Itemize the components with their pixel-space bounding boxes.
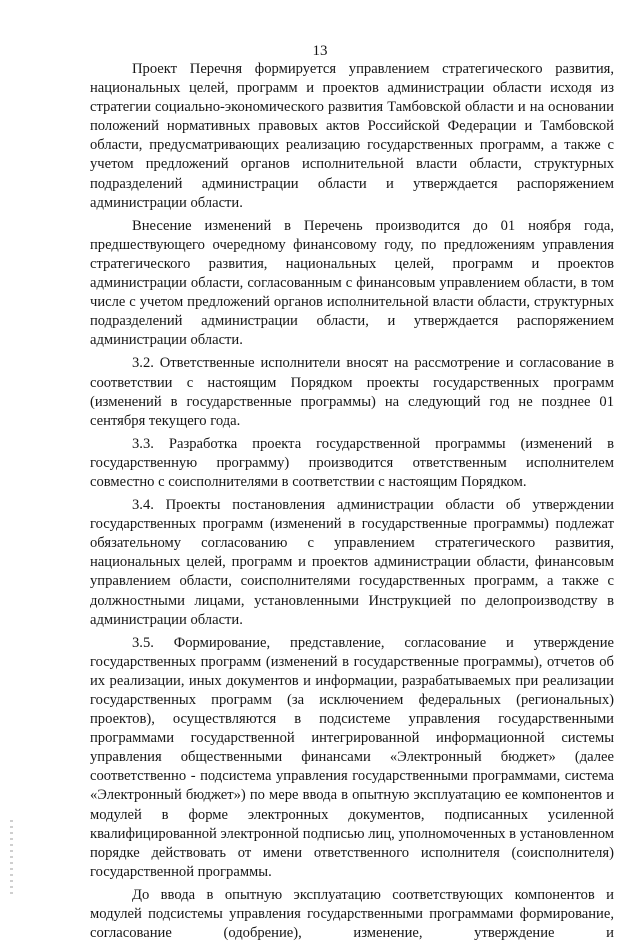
page-number: 13 — [312, 43, 328, 59]
paragraph-3-5: 3.5. Формирование, представление, согласование и утверждение государственных программ (изменений в государственные программы), отчетов об их реализации, иных документов и информации, разрабатываемых при реализации государственных программ (за исключением федеральных (региональных) проектов), осуществляются в подсистеме управления государственными программами государственной интегрированной информационной системы управления общественными финансами «Электронный бюджет» (далее соответственно - подсистема управления государственными программами, система «Электронный бюджет») по мере ввода в опытную эксплуатацию ее компонентов и модулей в форме электронных документов, подписанных усиленной квалифицированной электронной подписью лиц, уполномоченных в установленном порядке действовать от имени ответственного исполнителя (соисполнителя) государственной программы. — [90, 634, 614, 880]
paragraph-project-list-formation: Проект Перечня формируется управлением стратегического развития, национальных целей, программ и проектов администрации области исходя из стратегии социально-экономического развития Тамбовской области и на основании положений нормативных правовых актов Российской Федерации и Тамбовской области, предусматривающих реализацию государственных программ, а также с учетом предложений органов исполнительной власти области, структурных подразделений администрации области и утверждается распоряжением администрации области. — [90, 61, 614, 211]
paragraph-3-4: 3.4. Проекты постановления администрации области об утверждении государственных программ (изменений в государственные программы) подлежат обязательному согласованию с управлением стратегического развития, национальных целей, программ и проектов администрации области, финансовым управлением области, соисполнителями государственных программ, а также с должностными лицами, установленными Инструкцией по делопроизводству в администрации области. — [90, 497, 614, 628]
paragraph-3-2: 3.2. Ответственные исполнители вносят на рассмотрение и согласование в соответствии с настоящим Порядком проекты государственных программ (изменений в государственные программы) на следующий год не позднее 01 сентября текущего года. — [90, 355, 614, 429]
paragraph-before-trial-operation: До ввода в опытную эксплуатацию соответствующих компонентов и модулей подсистемы управления государственными программами формирование, согласование (одобрение), изменение, утверждение и — [90, 886, 614, 942]
paragraph-3-3: 3.3. Разработка проекта государственной программы (изменений в государственную программу) производится ответственным исполнителем совместно с соисполнителями в соответствии с настоящим Порядком. — [90, 435, 614, 490]
scan-margin-mark — [10, 820, 13, 895]
document-body — [90, 60, 614, 943]
paragraph-list-amendments: Внесение изменений в Перечень производится до 01 ноября года, предшествующего очередному финансовому году, по предложениям управления стратегического развития, национальных целей, программ и проектов администрации области, согласованным с финансовым управлением области, в том числе с учетом предложений органов исполнительной власти области, структурных подразделений администрации области, и утверждается распоряжением администрации области. — [90, 217, 614, 349]
